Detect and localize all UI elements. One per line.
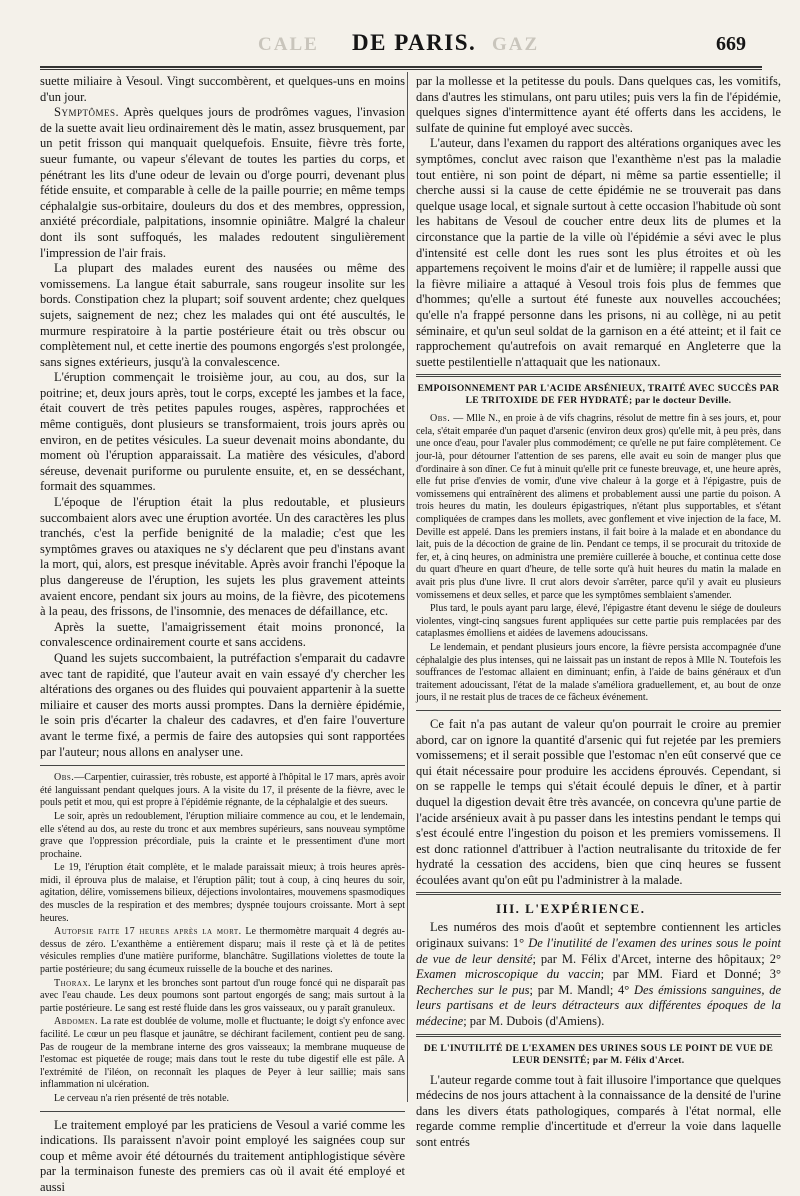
observation-paragraph: Le cerveau n'a rien présenté de très notable. [54,1092,230,1104]
page-header [0,0,800,68]
article-title: De l'inutilité de l'examen des urines sous le point de vue de leur densité [416,936,781,966]
text-run: ; par M. Dubois (d'Amiens). [463,1014,605,1029]
left-column [40,74,405,1194]
paragraph: Quand les sujets succombaient, la putréfaction s'emparait du cadavre avec tant de rapidité, que l'auteur avait en vain essayé d'y chercher les altérations des organes ou des fluides qui pouvaient appartenir à la suette miliaire et causer des morts aussi promptes. Dans la dernière épidémie, le soin pris d'écarter la chaleur des cadavres, et d'en faire l'ouverture avant le terme fixé, a permis de faire des autopsies qui sont rapportées par l'auteur; nous allons en analyser une. [40,650,405,759]
section-title: III. L'EXPÉRIENCE. [496,901,646,917]
observation-text: — Mlle N., en proie à de vifs chagrins, résolut de mettre fin à ses jours, et, pour cela, s'était emparée d'un paquet d'arsenic (environ deux gros) qu'elle mit, à peu près, dans une once d'eau, pour l'avaler plus commodément; ce qu'elle ne put faire complètement. Ce jour-là, pour détourner l'attention de ses parens, elle avait eu soin de manger plus que d'ordinaire à son dîner. Ce fut à minuit qu'elle prit ce funeste breuvage, et, une heure après, elle fut prise d'envies de vomir, d'une vive chaleur à la gorge et à l'épigastre, puis de vomissemens qui entraînèrent des alimens et probablement aussi une partie du poison. A trois heures du matin, les douleurs épigastriques, n'étant plus supportables, et s'étant compliquées de crampes dans les mollets, avec gonflement et vive injection de la face, M. Deville est appelé. Dans les premiers instans, il fait boire à la malade et en abondance du lait, puis de la décoction de graine de lin. Pendant ce temps, il se procurait du tritoxide de fer, et, à cinq heures, on administra une première cuillerée à bouche, et continua cette dose du quart d'heure en quart d'heure, de telle sorte qu'à huit heures du matin la malade en avait pris plus d'une livre. Il crut alors devoir s'arrêter, parce qu'il y avait eu plusieurs vomissemens et deux selles, et parce que les symptômes semblaient s'amender. [416,413,781,601]
page-number: 669 [716,33,746,55]
inline-label: Symptômes. [54,105,120,120]
paragraph: Après la suette, l'amaigrissement était moins prononcé, la convalescence ordinairement courte et sans accidens. [40,619,405,650]
paragraph: par la mollesse et la petitesse du pouls. Dans quelques cas, les vomitifs, dans d'autres les stimulans, ont paru utiles; puis vers la fin de l'épidémie, quelques signes d'intermittence ayant été offerts dans les accidens, le sulfate de quinine fut employé avec succès. [416,74,781,135]
text-run: ; par M. Félix d'Arcet, interne des hôpitaux; 2° [532,951,782,966]
text-run: ; par M. Mandl; 4° [529,982,634,997]
divider [40,1111,405,1112]
divider [416,374,781,377]
article-title: Examen microscopique du vaccin [416,967,601,982]
inline-label: Autopsie faite 17 heures après la mort. [54,926,242,938]
bleed-through-text-right: GAZ [492,34,540,55]
paragraph: L'époque de l'éruption était la plus redoutable, et plusieurs succombaient alors avec une éruption avortée. Un des caractères les plus tranchés, c'est la perfide benignité de la maladie; c'est que les symptômes graves ou ataxiques ne s'y déclarent que peu d'instans avant la mort, qui, alors, est presque inévitable. Après avoir franchi l'époque la plus dangereuse de l'éruption, les sujets les plus gravement atteints avaient encore, pendant six jours au moins, de la fièvre, des picotemens à la peau, des frissons, de l'insomnie, des menaces de défaillance, etc. [40,495,405,619]
header-rule [40,66,762,68]
inline-label: Abdomen. [54,1016,99,1028]
observation-text: —Carpentier, cuirassier, très robuste, est apporté à l'hôpital le 17 mars, après avoir été languissant pendant quelques jours. A la visite du 17, il présente de la fièvre, avec le pouls petit et mou, qui est propre à l'épidémie régnante, de la céphalalgie et des sueurs. [40,772,405,809]
paragraph-symptoms [40,105,405,261]
observation-text: Le thermomètre marquait 4 degrés au-dessus de zéro. L'exanthème a entièrement disparu; mais il reste çà et là de petites vésicules remplies d'une matière puriforme, blanchâtre. Sugillations violettes de toute la partie postérieure; du sang écumeux ruisselle de la bouche et des narines. [40,926,405,976]
divider [416,710,781,711]
paragraph: Ce fait n'a pas autant de valeur qu'on pourrait le croire au premier abord, car on ignore la quantité d'arsenic qui fut rejetée par les premiers vomissemens; et il serait possible que l'estomac n'en eût conservé que ce qui était nécessaire pour produire les accidens éprouvés. Cependant, si on se rappelle le temps qui s'était écoulé depuis le dîner, et à partir duquel la digestion devait être très avancée, on concevra qu'une partie de l'acide arsénieux avait à pu passer dans les intestins pendant le temps qui s'est écoulé entre l'ingestion du poison et les premiers vomissemens. Il est donc rationnel d'attribuer à l'action neutralisante du tritoxide de fer hydraté la cessation des accidens, bien que cinq heures se fussent écoulées avant qu'on eût pu l'administrer à la malade. [416,716,781,887]
observation-abdomen [40,1016,405,1092]
text-run: Les numéros des mois d'août et septembre contiennent les articles originaux suivans: 1° [416,920,781,951]
paragraph: La plupart des malades eurent des nausées ou même des vomissemens. La langue était saburrale, sans rougeur insolite sur les bords. Constipation chez la plupart; soif souvent ardente; chez quelques sujets, saignement de nez; chez les malades qui ont été auscultés, le murmure respiratoire à la partie postérieure était ou très obscur ou complètement nul, et cette inertie des poumons engorgés s'est prolongée, sans signes extérieurs, jusqu'à la convalescence. [40,261,405,369]
paragraph: L'auteur regarde comme tout à fait illusoire l'importance que quelques médecins de nos jours attachent à la connaissance de la densité de l'urine dans les divers états pathologiques, comparés à l'état normal, elle regarde comme remplie d'incertitude et d'erreur la voie dans laquelle sont entrés [416,1072,781,1149]
paragraph: L'auteur, dans l'examen du rapport des altérations organiques avec les symptômes, conclut avec raison que l'exanthème n'est pas la maladie tout entière, ni son point de départ, ni même sa partie essentielle; il cherche aussi si la cause de cette épidémie ne se trouverait pas dans quelque usage local, et signale surtout à cette occasion l'habitude où sont les habitans de Vesoul de coucher entre deux lits de plumes et la circonstance que la partie de la ville où l'épidémie a sévi avec le plus d'intensité est celle dont les rues sont les plus étroites et où les appartemens reçoivent le moins d'air et de lumière; il rappelle aussi que la fièvre miliaire a attaqué à Vesoul trois fois plus de femmes que d'hommes; qu'elle a surtout été funeste aux nouvelles accouchées; qu'elle n'a frappé personne dans les prisons, ni au collège, ni au petit séminaire, et qu'un seul soldat de la garnison en a été atteint; et il fait ce rapprochement qu'autrefois on avait remarqué en Angleterre que la suette pestilentielle n'attaquait que les nationaux. [416,136,781,369]
paragraph: suette miliaire à Vesoul. Vingt succombèrent, et quelques-uns en moins d'un jour. [40,74,405,104]
divider [40,765,405,766]
article-heading: EMPOISONNEMENT PAR L'ACIDE ARSÉNIEUX, TRAITÉ AVEC SUCCÈS PAR LE TRITOXIDE DE FER HYDRATÉ; par le docteur Deville. [417,384,780,407]
divider [416,892,781,895]
observation-paragraph: Le soir, après un redoublement, l'éruption miliaire commence au cou, et le lendemain, elle s'étend au dos, au reste du tronc et aux membres supérieurs, sans nouveau symptôme grave que l'oppression précordiale, puis la crainte et le pressentiment d'une mort prochaine. [40,810,405,860]
paragraph-text: Après quelques jours de prodrômes vagues, l'invasion de la suette avait lieu ordinairement dès le matin, assez brusquement, par un petit frisson qui manquait quelquefois. Ensuite, fièvre très forte, sueur fumante, ou vapeur s'élevant de toutes les parties du corps, et pénétrant les lits d'une odeur de levain ou d'orge pourri, devenant plus fétide ensuite, et comparable à celle de la paille pourrie; en même temps céphalalgie sus-orbitaire, douleurs du dos et des membres, oppression, anxiété précordiale, palpitations, insomnie opiniâtre. Malgré la chaleur dont ils sont suffoqués, les malades redoutent singulièrement l'impression de l'air frais. [40,105,405,260]
inline-label: Thorax. [54,977,91,989]
article-heading: DE L'INUTILITÉ DE L'EXAMEN DES URINES SOUS LE POINT DE VUE DE LEUR DENSITÉ; par M. Félix d'Arcet. [423,1043,774,1066]
text-run: ; par MM. Fiard et Donné; 3° [600,967,781,982]
observation-text: Le larynx et les bronches sont partout d'un rouge foncé qui ne disparaît pas avec l'eau chaude. Les deux poumons sont partout engorgés de sang; mais surtout à la partie postérieure. Le sang est resté fluide dans les gros vaisseaux, ou y paraît granuleux. [40,977,405,1014]
inline-label: Obs. [430,413,451,425]
observation-autopsy [40,926,405,976]
observation-thorax [40,978,405,1016]
observation-text: La rate est doublée de volume, molle et fluctuante; le doigt s'y enfonce avec facilité. Le cœur un peu flasque et jaunâtre, se déchirant facilement, contient peu de sang. Pas de rougeur de la membrane interne des gros vaisseaux; la membrane muqueuse de l'estomac est piquetée de rouge; mais dans tout le reste du tube digestif elle est pâle. A l'extrémité de l'iléon, on reconnaît les plaques de Peyer à leur saillie; mais sans inflammation ni ulcération. [40,1016,405,1091]
observation-paragraph: Le 19, l'éruption était complète, et le malade paraissait mieux; à trois heures après-midi, il éprouva plus de malaise, et l'éruption pâlit; tout à coup, à cinq heures du soir, agitation, délire, vomissemens bilieux, déjections involontaires, mouvemens spasmodiques des muscles de la respiration et des membres; dyspnée toujours croissante. Mort à sept heures. [40,862,405,924]
observation-paragraph: Plus tard, le pouls ayant paru large, élevé, l'épigastre étant devenu le siége de douleurs violentes, vingt-cinq sangsues furent appliquées sur cette partie puis remplacées par des cataplasmes émolliens et aidées de lavemens adoucissans. [416,603,781,640]
header-rule-thin [40,69,762,70]
observation [40,772,405,810]
divider [416,1034,781,1037]
bleed-through-text-left: CALE [258,34,319,55]
article-title: Des émissions sanguines, de leurs partisans et de leurs détracteurs aux différentes époques de la médecine [416,982,781,1029]
running-title: DE PARIS. [352,30,477,55]
paragraph: Le traitement employé par les praticiens de Vesoul a varié comme les indications. Ils paraissent n'avoir point employé les saignées coup sur coup et même avoir été détournés du traitement antiphlogistique sévère par la terminaison funeste des premiers cas où il avait été employé et aussi [40,1117,405,1194]
observation [416,413,781,602]
paragraph-articles [416,920,781,1029]
inline-label: Obs. [54,772,75,784]
right-column [416,74,782,1149]
observation-paragraph: Le lendemain, et pendant plusieurs jours encore, la fièvre persista accompagnée d'une céphalalgie des plus intenses, qui ne laissait pas un instant de repos à Mlle N. Toutefois les souffrances de l'estomac allaient en diminuant; enfin, à l'aide de bains généraux et d'un traitement adoucissant, l'état de la malade s'améliora graduellement, et, au bout de onze jours, il ne restait plus de traces de ce fâcheux événement. [416,641,781,704]
paragraph: L'éruption commençait le troisième jour, au cou, au dos, sur la poitrine; et, deux jours après, tout le corps, excepté les jambes et la face, était couvert de très petites papules rouges, aspères, rapprochées et même contiguës, dont plusieurs se transformaient, trois jours après ou environ, en de petites vésicules. La sueur devenait moins abondante, du moment où l'éruption apparaissait. La matière des vésicules, d'abord séreuse, devenait puriforme ou purulente ensuite, et, en se desséchant, formait des squammes. [40,370,405,494]
column-divider [407,72,408,1102]
article-title: Recherches sur le pus [416,982,530,997]
